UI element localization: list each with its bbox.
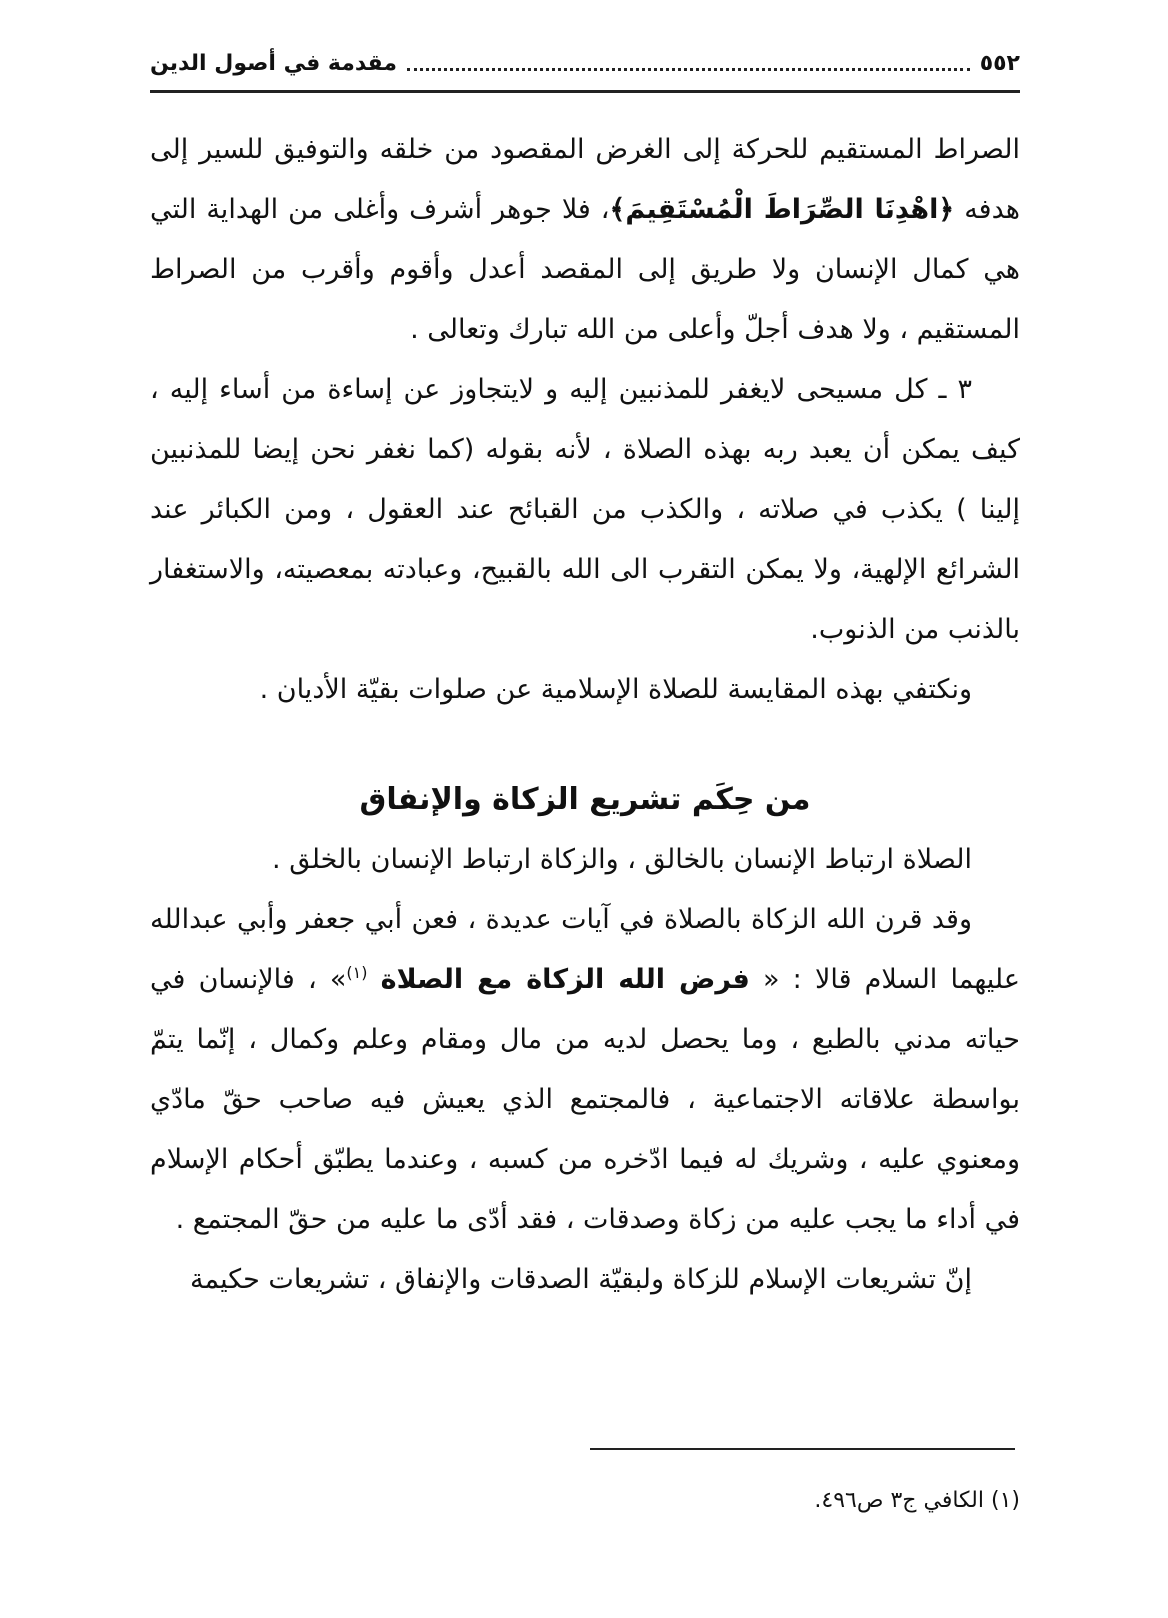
paragraph-2: ٣ ـ كل مسيحى لايغفر للمذنبين إليه و لايتجاوز عن إساءة من أساء إليه ، كيف يمكن أن يعبد ربه بهذه الصلاة ، لأنه بقوله (كما نغفر نحن إيضا للمذنبين إلينا ) يكذب في صلاته ، والكذب من القبائح عند العقول ، ومن الكبائر عند الشرائع الإلهية، ولا يمكن التقرب الى الله بالقبيح، وعبادته بمعصيته، والاستغفار بالذنب من الذنوب. (150, 374, 1020, 645)
page-header (150, 40, 1020, 86)
footnote-reference: (١) (346, 963, 368, 982)
section-heading: من حِكَم تشريع الزكاة والإنفاق (359, 782, 811, 817)
header-leader-dots (407, 56, 970, 71)
running-title: مقدمة في أصول الدين (150, 50, 398, 76)
footnote-rule (590, 1448, 1015, 1450)
page-body (150, 120, 1020, 1310)
paragraph-6: إنّ تشريعات الإسلام للزكاة ولبقيّة الصدقات والإنفاق ، تشريعات حكيمة (190, 1264, 972, 1295)
quran-quote: ﴿اهْدِنَا الصِّرَاطَ الْمُسْتَقِيمَ﴾ (609, 194, 955, 225)
paragraph-5: وقد قرن الله الزكاة بالصلاة في آيات عديدة ، فعن أبي جعفر وأبي عبدالله عليهما السلام قالا : « فرض الله الزكاة مع الصلاة $^{(١)}$» ، فالإنسان في حياته مدني بالطبع ، وما يحصل لديه من مال ومقام وعلم وكمال ، إنّما يتمّ بواسطة علاقاته الاجتماعية ، فالمجتمع الذي يعيش فيه صاحب حقّ مادّي ومعنوي عليه ، وشريك له فيما ادّخره من كسبه ، وعندما يطبّق أحكام الإسلام في أداء ما يجب عليه من زكاة وصدقات ، فقد أدّى ما عليه من حقّ المجتمع . (150, 904, 1020, 1235)
paragraph-3: ونكتفي بهذه المقايسة للصلاة الإسلامية عن صلوات بقيّة الأديان . (259, 674, 972, 705)
paragraph-1: الصراط المستقيم للحركة إلى الغرض المقصود من خلقه والتوفيق للسير إلى هدفه ﴿اهْدِنَا الصِّرَاطَ الْمُسْتَقِيمَ﴾، فلا جوهر أشرف وأغلى من الهداية التي هي كمال الإنسان ولا طريق إلى المقصد أعدل وأقوم وأقرب من الصراط المستقيم ، ولا هدف أجلّ وأعلى من الله تبارك وتعالى . (150, 134, 1020, 345)
header-rule (150, 90, 1020, 93)
page-number: ٥٥٢ (979, 50, 1020, 76)
hadith-quote: فرض الله الزكاة مع الصلاة (380, 964, 750, 995)
paragraph-4: الصلاة ارتباط الإنسان بالخالق ، والزكاة ارتباط الإنسان بالخلق . (272, 844, 972, 875)
footnote: (١) الكافي ج٣ ص٤٩٦. (814, 1488, 1020, 1513)
